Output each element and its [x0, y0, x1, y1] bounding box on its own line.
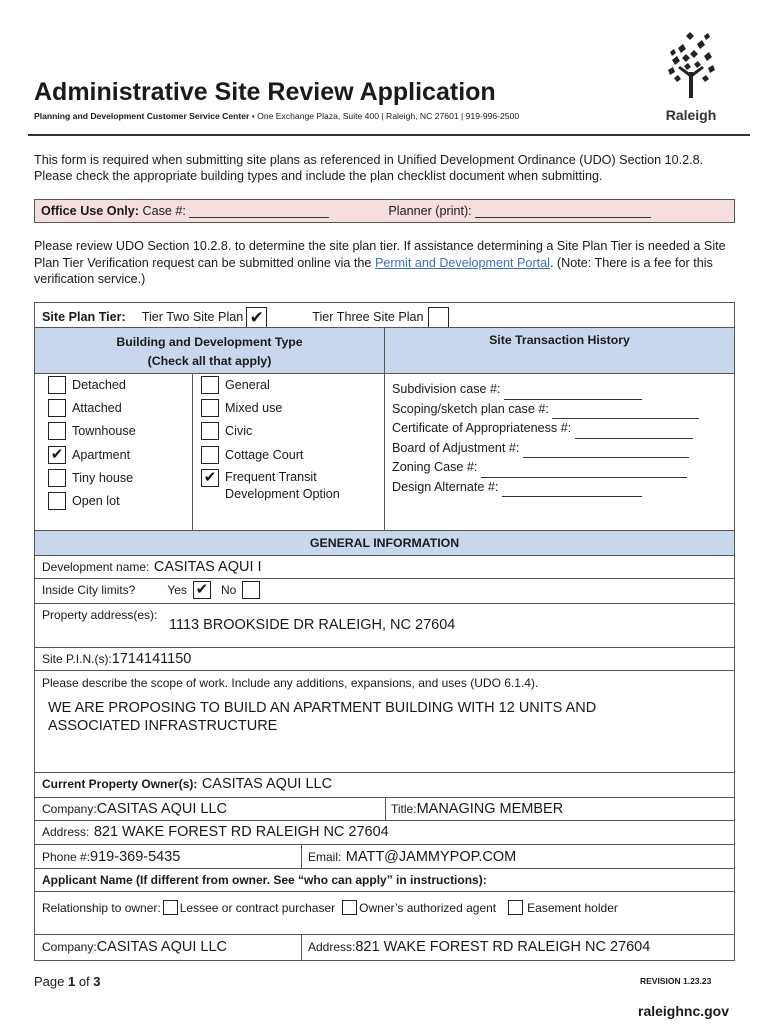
transaction-item: Design Alternate #:	[392, 478, 699, 498]
building-type-cottage-court[interactable]: Cottage Court	[201, 446, 303, 464]
building-type-attached[interactable]: Attached	[48, 399, 122, 417]
owner-email-value[interactable]: MATT@JAMMYPOP.COM	[345, 849, 517, 865]
tier-three-label: Tier Three Site Plan	[312, 310, 424, 324]
city-limits-row: Inside City limits? Yes ✔ No	[42, 581, 260, 599]
divider	[34, 578, 735, 579]
checkbox[interactable]	[48, 376, 66, 394]
divider	[301, 844, 302, 868]
owner-phone-value[interactable]: 919-369-5435	[90, 849, 181, 865]
dev-name-row[interactable]: Development name: CASITAS AQUI I	[42, 559, 262, 575]
logo-text: Raleigh	[665, 107, 717, 123]
owner-value[interactable]: CASITAS AQUI LLC	[201, 776, 333, 792]
building-type-detached[interactable]: Detached	[48, 376, 126, 394]
city-limits-no-checkbox[interactable]	[242, 581, 260, 599]
property-address-value[interactable]: 1113 BROOKSIDE DR RALEIGH, NC 27604	[169, 617, 456, 633]
case-label: Case #:	[138, 204, 186, 218]
owner-company-row[interactable]: Company:CASITAS AQUI LLC	[42, 801, 227, 817]
zoning-field[interactable]	[481, 466, 687, 478]
applicant-address-row[interactable]: Address:821 WAKE FOREST RD RALEIGH NC 27604	[308, 939, 651, 955]
office-use-label: Office Use Only:	[41, 204, 139, 218]
divider	[301, 934, 302, 961]
checkbox[interactable]: ✔	[48, 446, 66, 464]
owner-email-row[interactable]: Email: MATT@JAMMYPOP.COM	[308, 849, 517, 865]
owner-title-row[interactable]: Title:MANAGING MEMBER	[391, 801, 564, 817]
site-plan-tier-row	[42, 306, 449, 328]
divider	[34, 772, 735, 773]
divider	[34, 820, 735, 821]
office-use-box	[34, 199, 735, 223]
scoping-field[interactable]	[552, 407, 699, 419]
page-title: Administrative Site Review Application	[34, 78, 496, 106]
building-type-header: Building and Development Type (Check all that apply)	[35, 328, 384, 373]
divider	[34, 891, 735, 892]
tier-two-checkbox[interactable]: ✔	[246, 307, 267, 328]
permit-portal-link[interactable]: Permit and Development Portal	[374, 255, 550, 270]
dev-name-value[interactable]: CASITAS AQUI I	[153, 559, 262, 575]
intro-text: This form is required when submitting site plans as referenced in Unified Development Ordinance (UDO) Section 10.2.8. Please check the appropriate building types and include the plan checklist document when submitting.	[34, 153, 704, 183]
divider	[34, 670, 735, 671]
relationship-row: Relationship to owner: Lessee or contract purchaser Owner’s authorized agent Easement holder	[42, 900, 618, 915]
applicant-company-value[interactable]: CASITAS AQUI LLC	[96, 939, 227, 955]
checkbox[interactable]	[201, 446, 219, 464]
building-type-general[interactable]: General	[201, 376, 270, 394]
subdivision-field[interactable]	[504, 388, 642, 400]
header-divider	[28, 134, 750, 136]
transaction-list	[392, 380, 699, 497]
applicant-label: Applicant Name (If different from owner. See “who can apply” in instructions):	[42, 873, 487, 887]
review-text: Please review UDO Section 10.2.8. to determine the site plan tier. If assistance determining a Site Plan Tier is needed a Site Plan Tier Verification request can be submitted online via the Permit and Development Portal. (Note: There is a fee for this verification service.)	[34, 239, 726, 286]
coa-field[interactable]	[575, 427, 693, 439]
boa-field[interactable]	[523, 446, 689, 458]
general-info-header: GENERAL INFORMATION	[35, 531, 734, 555]
checkbox[interactable]	[201, 399, 219, 417]
divider	[192, 374, 193, 530]
transaction-item: Certificate of Appropriateness #:	[392, 419, 699, 439]
revision-label: REVISION 1.23.23	[640, 976, 712, 986]
building-type-frequent-transit[interactable]: ✔ Frequent Transit Development Option	[201, 469, 340, 503]
page-number: Page 1 of 3	[34, 974, 101, 989]
applicant-company-row[interactable]: Company:CASITAS AQUI LLC	[42, 939, 227, 955]
design-alt-field[interactable]	[502, 485, 642, 497]
divider	[34, 934, 735, 935]
divider	[385, 797, 386, 820]
oak-tree-icon	[664, 30, 718, 100]
transaction-item: Scoping/sketch plan case #:	[392, 400, 699, 420]
raleigh-logo	[656, 30, 726, 126]
planner-field[interactable]	[475, 206, 651, 218]
divider	[34, 868, 735, 869]
divider	[34, 844, 735, 845]
applicant-address-value[interactable]: 821 WAKE FOREST RD RALEIGH NC 27604	[355, 939, 651, 955]
transaction-item: Zoning Case #:	[392, 458, 699, 478]
owner-phone-row[interactable]: Phone #:919-369-5435	[42, 849, 181, 865]
header-subtitle: Planning and Development Customer Service Center • One Exchange Plaza, Suite 400 | Raleigh, NC 27601 | 919-996-2500	[34, 111, 520, 121]
building-type-civic[interactable]: Civic	[201, 422, 252, 440]
scope-value[interactable]: WE ARE PROPOSING TO BUILD AN APARTMENT BUILDING WITH 12 UNITS AND ASSOCIATED INFRASTRUCTURE	[48, 700, 597, 734]
property-address-label: Property address(es):	[42, 608, 158, 622]
transaction-item: Board of Adjustment #:	[392, 439, 699, 459]
lessee-checkbox[interactable]	[163, 900, 178, 915]
divider	[34, 647, 735, 648]
checkbox[interactable]	[48, 469, 66, 487]
easement-holder-checkbox[interactable]	[508, 900, 523, 915]
building-type-open-lot[interactable]: Open lot	[48, 492, 120, 510]
building-type-townhouse[interactable]: Townhouse	[48, 422, 136, 440]
checkbox[interactable]	[48, 492, 66, 510]
checkbox[interactable]	[48, 422, 66, 440]
checkbox[interactable]: ✔	[201, 469, 219, 487]
divider	[384, 328, 385, 530]
tier-two-label: Tier Two Site Plan	[141, 310, 244, 324]
owner-title-value[interactable]: MANAGING MEMBER	[416, 801, 564, 817]
checkbox[interactable]	[201, 376, 219, 394]
divider	[34, 603, 735, 604]
website-link[interactable]: raleighnc.gov	[638, 1003, 730, 1019]
owner-address-row[interactable]: Address: 821 WAKE FOREST RD RALEIGH NC 27604	[42, 824, 389, 840]
pin-row[interactable]: Site P.I.N.(s):1714141150	[42, 651, 192, 667]
checkbox[interactable]	[48, 399, 66, 417]
city-limits-yes-checkbox[interactable]: ✔	[193, 581, 211, 599]
owner-company-value[interactable]: CASITAS AQUI LLC	[96, 801, 227, 817]
transaction-item: Subdivision case #:	[392, 380, 699, 400]
transaction-history-header: Site Transaction History	[385, 328, 734, 373]
tier-three-checkbox[interactable]	[428, 307, 449, 328]
building-type-apartment[interactable]: ✔ Apartment	[48, 446, 130, 464]
authorized-agent-checkbox[interactable]	[342, 900, 357, 915]
planner-label: Planner (print):	[388, 204, 472, 218]
tier-label: Site Plan Tier:	[42, 310, 126, 324]
divider	[34, 555, 735, 556]
owner-address-value[interactable]: 821 WAKE FOREST RD RALEIGH NC 27604	[93, 824, 389, 840]
building-type-tiny-house[interactable]: Tiny house	[48, 469, 133, 487]
scope-label: Please describe the scope of work. Include any additions, expansions, and uses (UDO 6.1.4).	[42, 676, 539, 690]
pin-value[interactable]: 1714141150	[111, 651, 192, 667]
building-type-mixed-use[interactable]: Mixed use	[201, 399, 282, 417]
case-number-field[interactable]	[189, 206, 329, 218]
owner-row[interactable]: Current Property Owner(s): CASITAS AQUI LLC	[42, 776, 333, 792]
checkbox[interactable]	[201, 422, 219, 440]
